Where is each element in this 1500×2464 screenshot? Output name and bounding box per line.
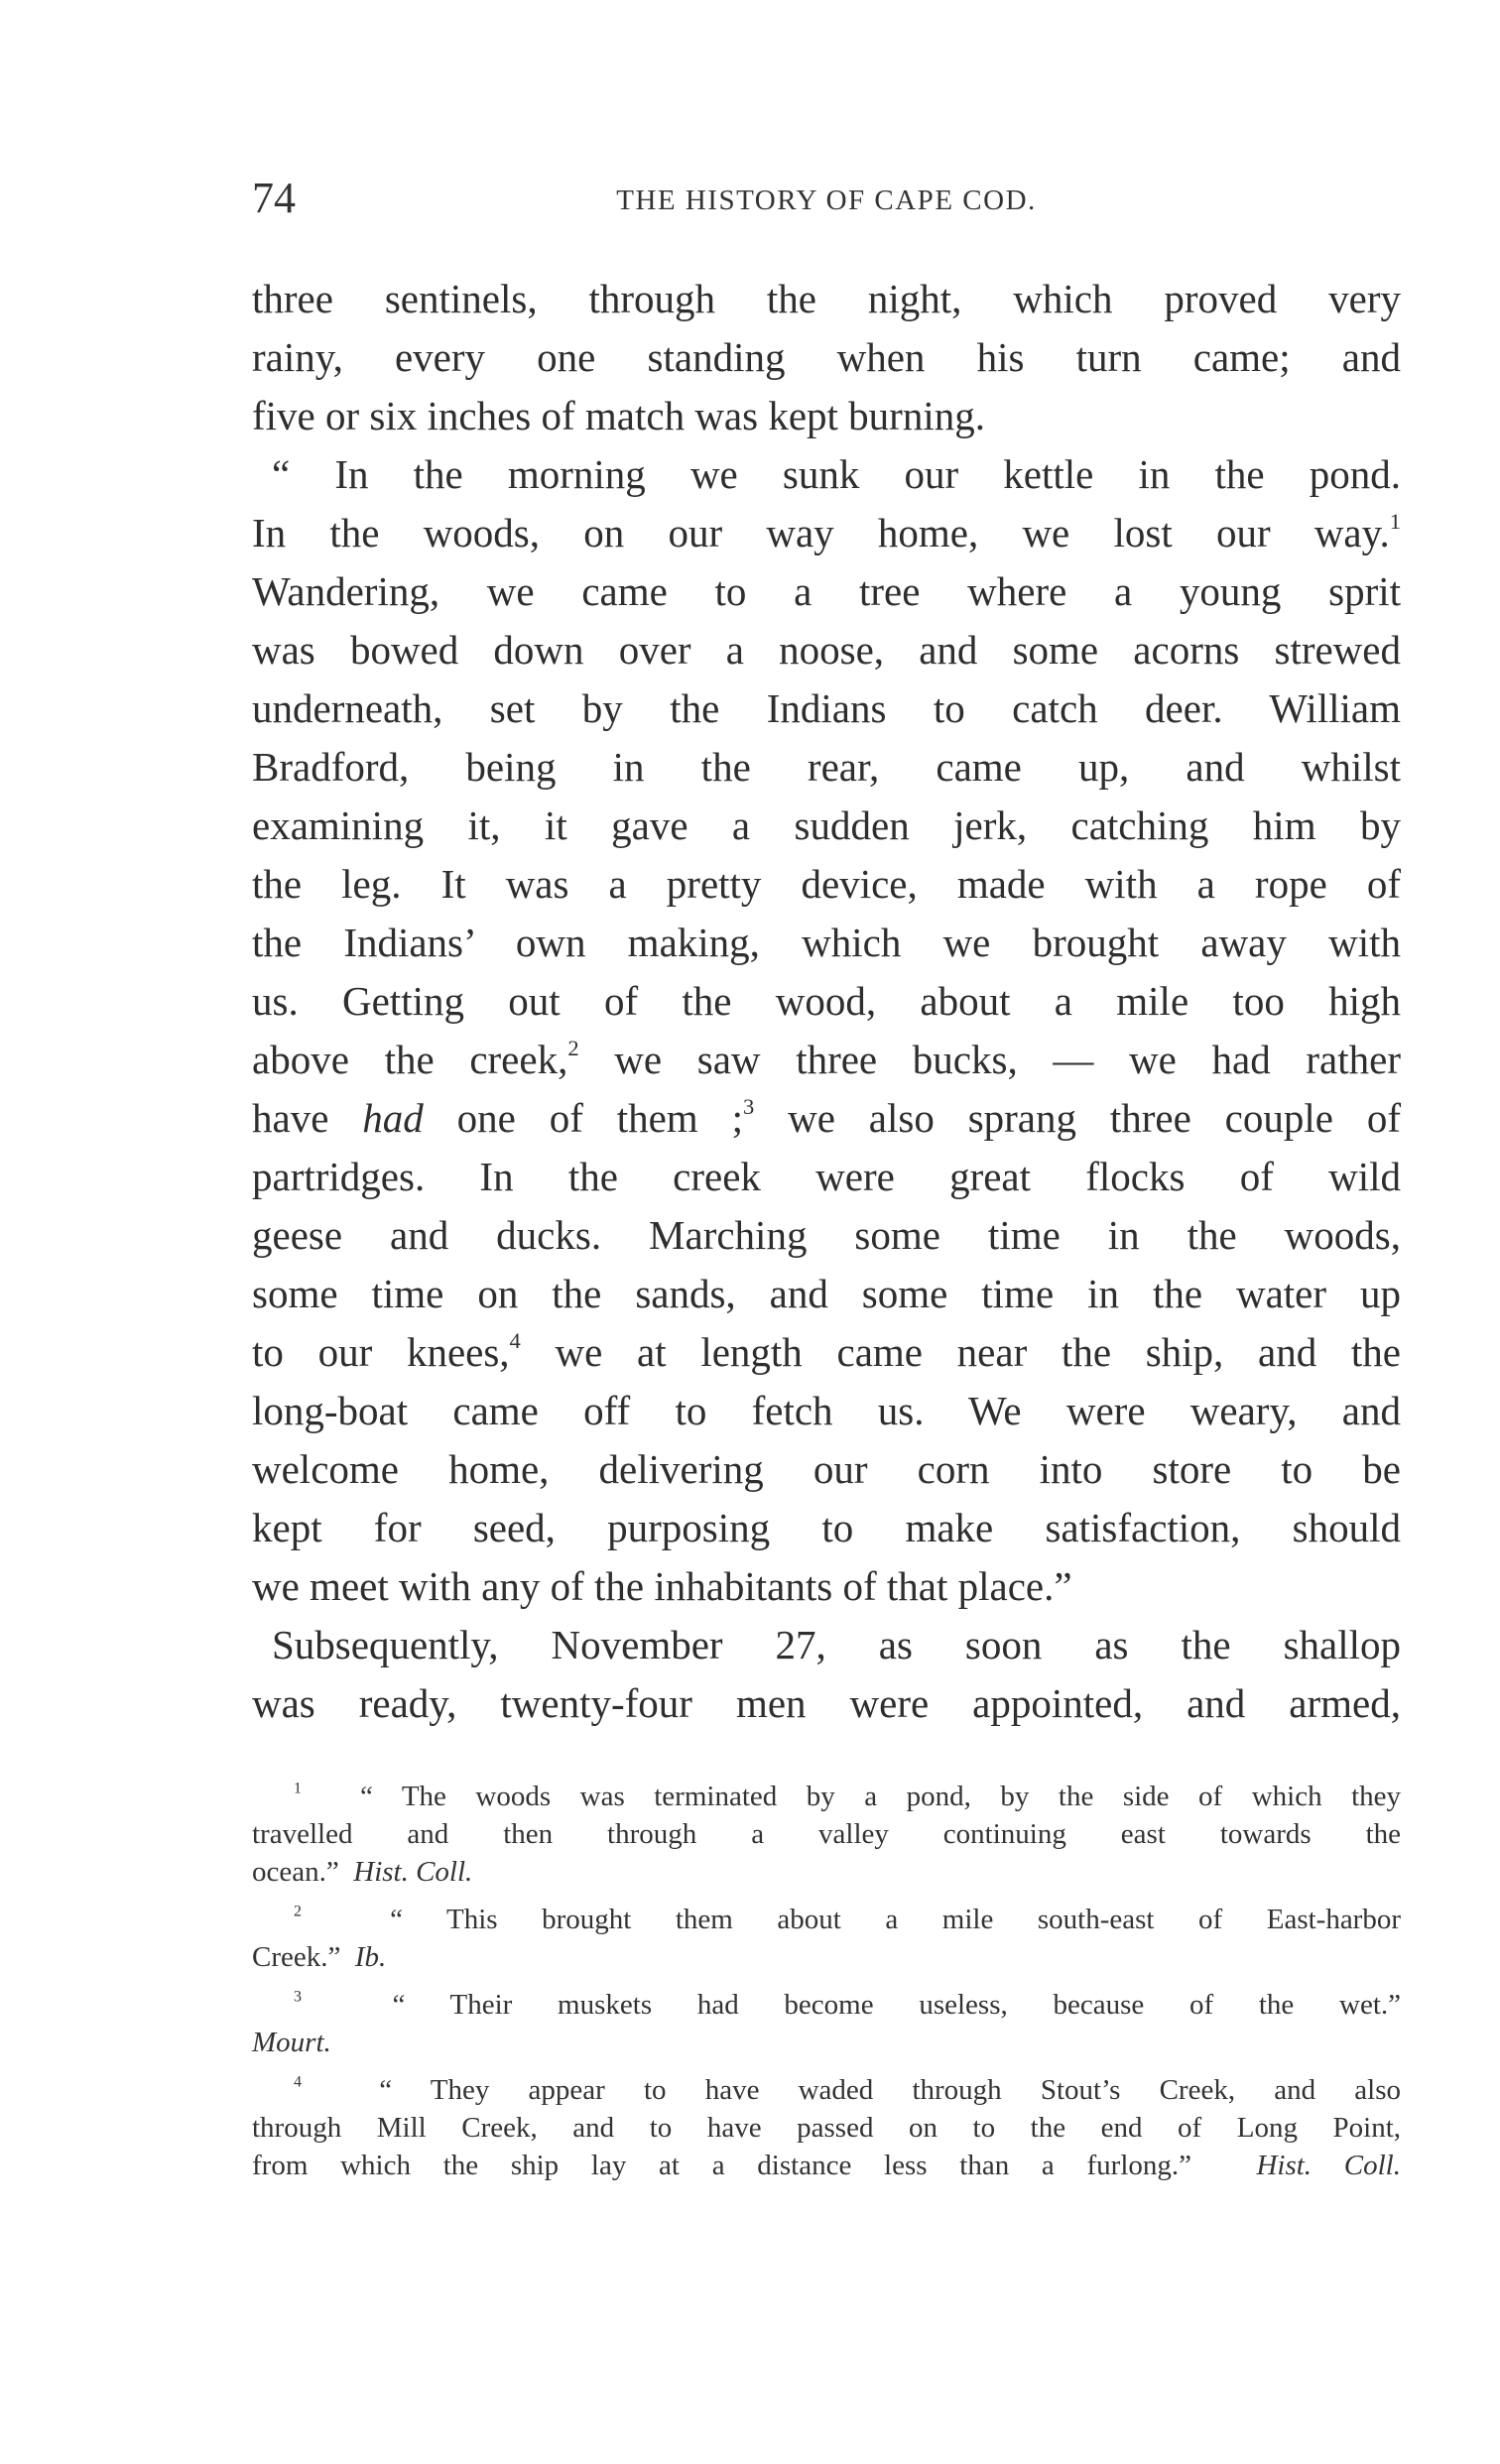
body-line: was ready, twenty-four men were appointed, and armed, — [252, 1680, 1401, 1726]
footnote-number: 1 — [294, 1780, 302, 1797]
body-line: was bowed down over a noose, and some acorns strewed — [252, 627, 1401, 673]
body-line: Wandering, we came to a tree where a young sprit — [252, 568, 1401, 614]
footnote-line: travelled and then through a valley continuing east towards the — [252, 1818, 1401, 1850]
body-line: the Indians’ own making, which we brought away with — [252, 920, 1401, 965]
footnote-citation: Mourt. — [252, 2027, 331, 2058]
body-text-span: we also sprang three couple of — [754, 1095, 1401, 1141]
footnote-line — [252, 1901, 1401, 1938]
footnote-citation: Ib. — [354, 1941, 387, 1973]
body-line: the leg. It was a pretty device, made with a rope of — [252, 861, 1401, 907]
body-line: “ In the morning we sunk our kettle in the pond. — [272, 451, 1401, 497]
footnote-citation: Hist. Coll. — [1256, 2150, 1401, 2181]
footnote-line — [252, 1938, 1401, 1976]
footnote-text: “ Their muskets had become useless, because of the wet.” — [392, 1989, 1402, 2021]
footnote-text: “ This brought them about a mile south-east of East-harbor — [390, 1904, 1402, 1935]
body-text — [252, 270, 1401, 1733]
body-line: examining it, it gave a sudden jerk, catching him by — [252, 802, 1401, 848]
footnote-number: 4 — [294, 2073, 302, 2091]
italic-word: had — [362, 1095, 424, 1141]
body-line — [252, 1031, 1401, 1089]
footnote-ref: 2 — [567, 1035, 579, 1060]
body-text-span: to our knees, — [252, 1329, 510, 1375]
footnote-text: ocean.” — [252, 1856, 339, 1888]
footnote-line: through Mill Creek, and to have passed on to the end of Long Point, — [252, 2112, 1401, 2144]
body-line: long-boat came off to fetch us. We were weary, and — [252, 1388, 1401, 1433]
footnote-ref: 4 — [509, 1327, 521, 1353]
footnote-text: “ The woods was terminated by a pond, by the side of which they — [359, 1781, 1401, 1812]
footnote-line — [252, 1986, 1401, 2024]
footnote-citation: Hist. Coll. — [353, 1856, 473, 1888]
body-line: underneath, set by the Indians to catch deer. William — [252, 685, 1401, 731]
footnote-line — [252, 1853, 1401, 1891]
footnote-line — [252, 1778, 1401, 1815]
body-line: Bradford, being in the rear, came up, and whilst — [252, 744, 1401, 790]
footnote-line — [252, 2024, 1401, 2061]
body-line: geese and ducks. Marching some time in the woods, — [252, 1212, 1401, 1258]
body-line: five or six inches of match was kept burning. — [252, 393, 985, 438]
body-line — [252, 504, 1401, 562]
body-text-span: we saw three bucks, — we had rather — [578, 1037, 1401, 1082]
page-number: 74 — [252, 174, 296, 222]
footnote-line — [252, 2147, 1401, 2184]
footnote-text: Creek.” — [252, 1941, 341, 1973]
running-head — [252, 169, 1401, 228]
body-text-span: one of them ; — [423, 1095, 743, 1141]
footnote-ref: 1 — [1389, 508, 1401, 534]
footnote — [252, 1986, 1401, 2061]
body-text-span: In the woods, on our way home, we lost our way. — [252, 510, 1390, 555]
body-line: rainy, every one standing when his turn came; and — [252, 334, 1401, 380]
running-title: THE HISTORY OF CAPE COD. — [616, 185, 1037, 216]
footnote — [252, 1778, 1401, 1891]
body-line — [252, 1323, 1401, 1382]
body-line: partridges. In the creek were great flocks of wild — [252, 1154, 1401, 1199]
body-line: Subsequently, November 27, as soon as the shallop — [272, 1622, 1401, 1667]
body-line: welcome home, delivering our corn into store to be — [252, 1446, 1401, 1492]
footnote — [252, 2071, 1401, 2184]
footnote-text: “ They appear to have waded through Stout’s Creek, and also — [379, 2074, 1401, 2106]
body-line: some time on the sands, and some time in the water up — [252, 1271, 1401, 1316]
footnote — [252, 1901, 1401, 1976]
body-line: we meet with any of the inhabitants of that place.” — [252, 1563, 1072, 1609]
body-text-span: we at length came near the ship, and the — [520, 1329, 1401, 1375]
footnote-ref: 3 — [742, 1093, 755, 1119]
body-line: three sentinels, through the night, which proved very — [252, 276, 1401, 321]
footnote-number: 3 — [294, 1988, 302, 2006]
body-text-span: above the creek, — [252, 1037, 568, 1082]
body-line: kept for seed, purposing to make satisfaction, should — [252, 1505, 1401, 1550]
footnote-text: from which the ship lay at a distance less than a furlong.” — [252, 2150, 1192, 2181]
footnote-number: 2 — [294, 1903, 302, 1920]
footnote-line — [252, 2071, 1401, 2109]
body-line: us. Getting out of the wood, about a mile too high — [252, 978, 1401, 1024]
body-text-span: have — [252, 1095, 363, 1141]
body-line — [252, 1089, 1401, 1148]
footnotes — [252, 1778, 1401, 2194]
